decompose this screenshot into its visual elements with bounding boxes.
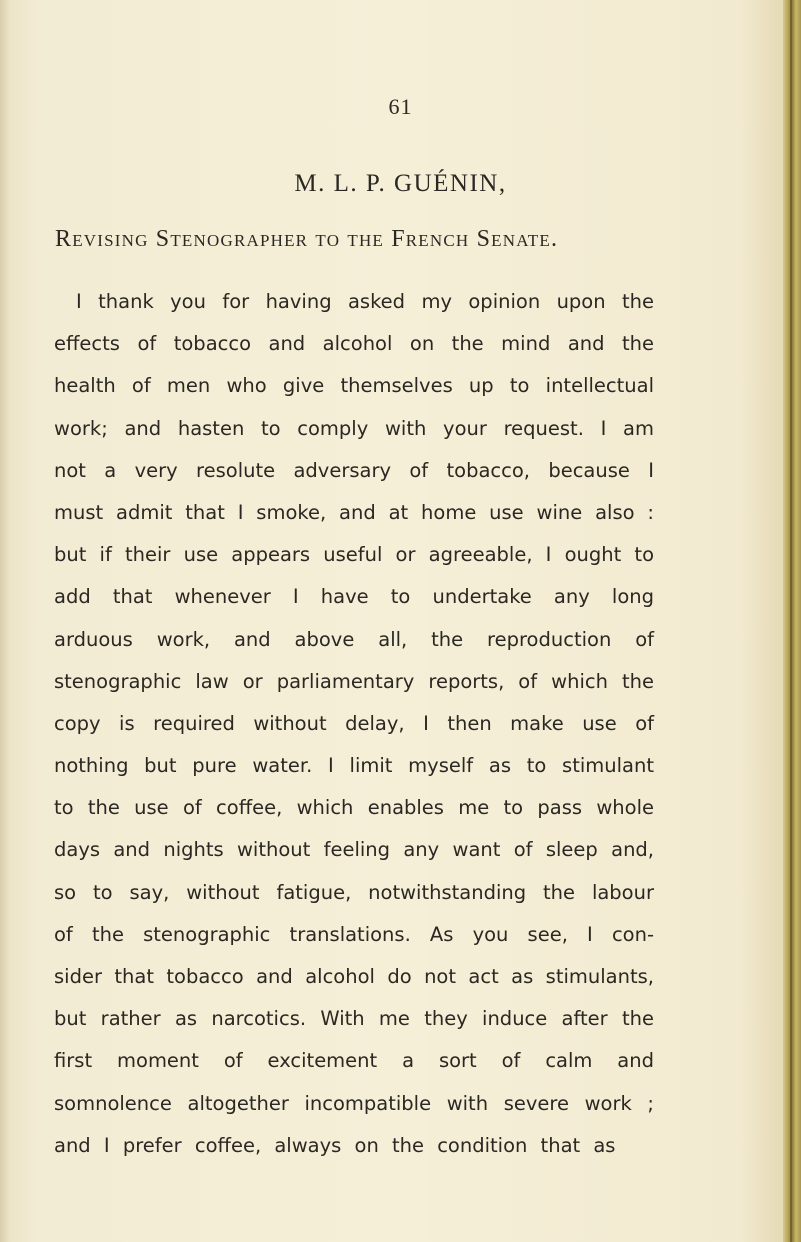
author-heading: M. L. P. GUÉNIN,: [294, 170, 507, 197]
text-line: arduous work, and above all, the reproduction of: [54, 627, 654, 651]
text-line: copy is required without delay, I then make use of: [54, 711, 654, 735]
text-line: health of men who give themselves up to intellectual: [54, 374, 654, 398]
text-line: stenographic law or parliamentary reports, of which the: [54, 669, 654, 693]
text-line: and I prefer coffee, always on the condition that as: [54, 1133, 616, 1157]
text-line: must admit that I smoke, and at home use wine also :: [54, 500, 654, 524]
text-line: so to say, without fatigue, notwithstanding the labour: [54, 880, 654, 904]
text-line: somnolence altogether incompatible with severe work ;: [54, 1091, 654, 1115]
text-line: first moment of excitement a sort of calm and: [54, 1049, 654, 1073]
text-line: work; and hasten to comply with your request. I am: [54, 416, 654, 440]
author-title: Revising Stenographer to the French Senate.: [55, 226, 559, 252]
text-line: nothing but pure water. I limit myself as to stimulant: [54, 754, 654, 778]
text-line: days and nights without feeling any want of sleep and,: [54, 838, 654, 862]
text-line: to the use of coffee, which enables me to pass whole: [54, 796, 654, 820]
text-line: not a very resolute adversary of tobacco, because I: [54, 458, 654, 482]
text-line: of the stenographic translations. As you see, I con-: [54, 922, 654, 946]
text-line: sider that tobacco and alcohol do not act as stimulants,: [54, 965, 654, 988]
text-line: add that whenever I have to undertake any long: [54, 585, 654, 609]
text-line: effects of tobacco and alcohol on the mind and the: [54, 332, 654, 356]
text-line: but rather as narcotics. With me they induce after the: [54, 1007, 654, 1031]
text-line: I thank you for having asked my opinion upon the: [76, 290, 654, 313]
body-text: [54, 287, 654, 1173]
text-line: but if their use appears useful or agreeable, I ought to: [54, 543, 654, 567]
page-number: 61: [388, 94, 413, 119]
